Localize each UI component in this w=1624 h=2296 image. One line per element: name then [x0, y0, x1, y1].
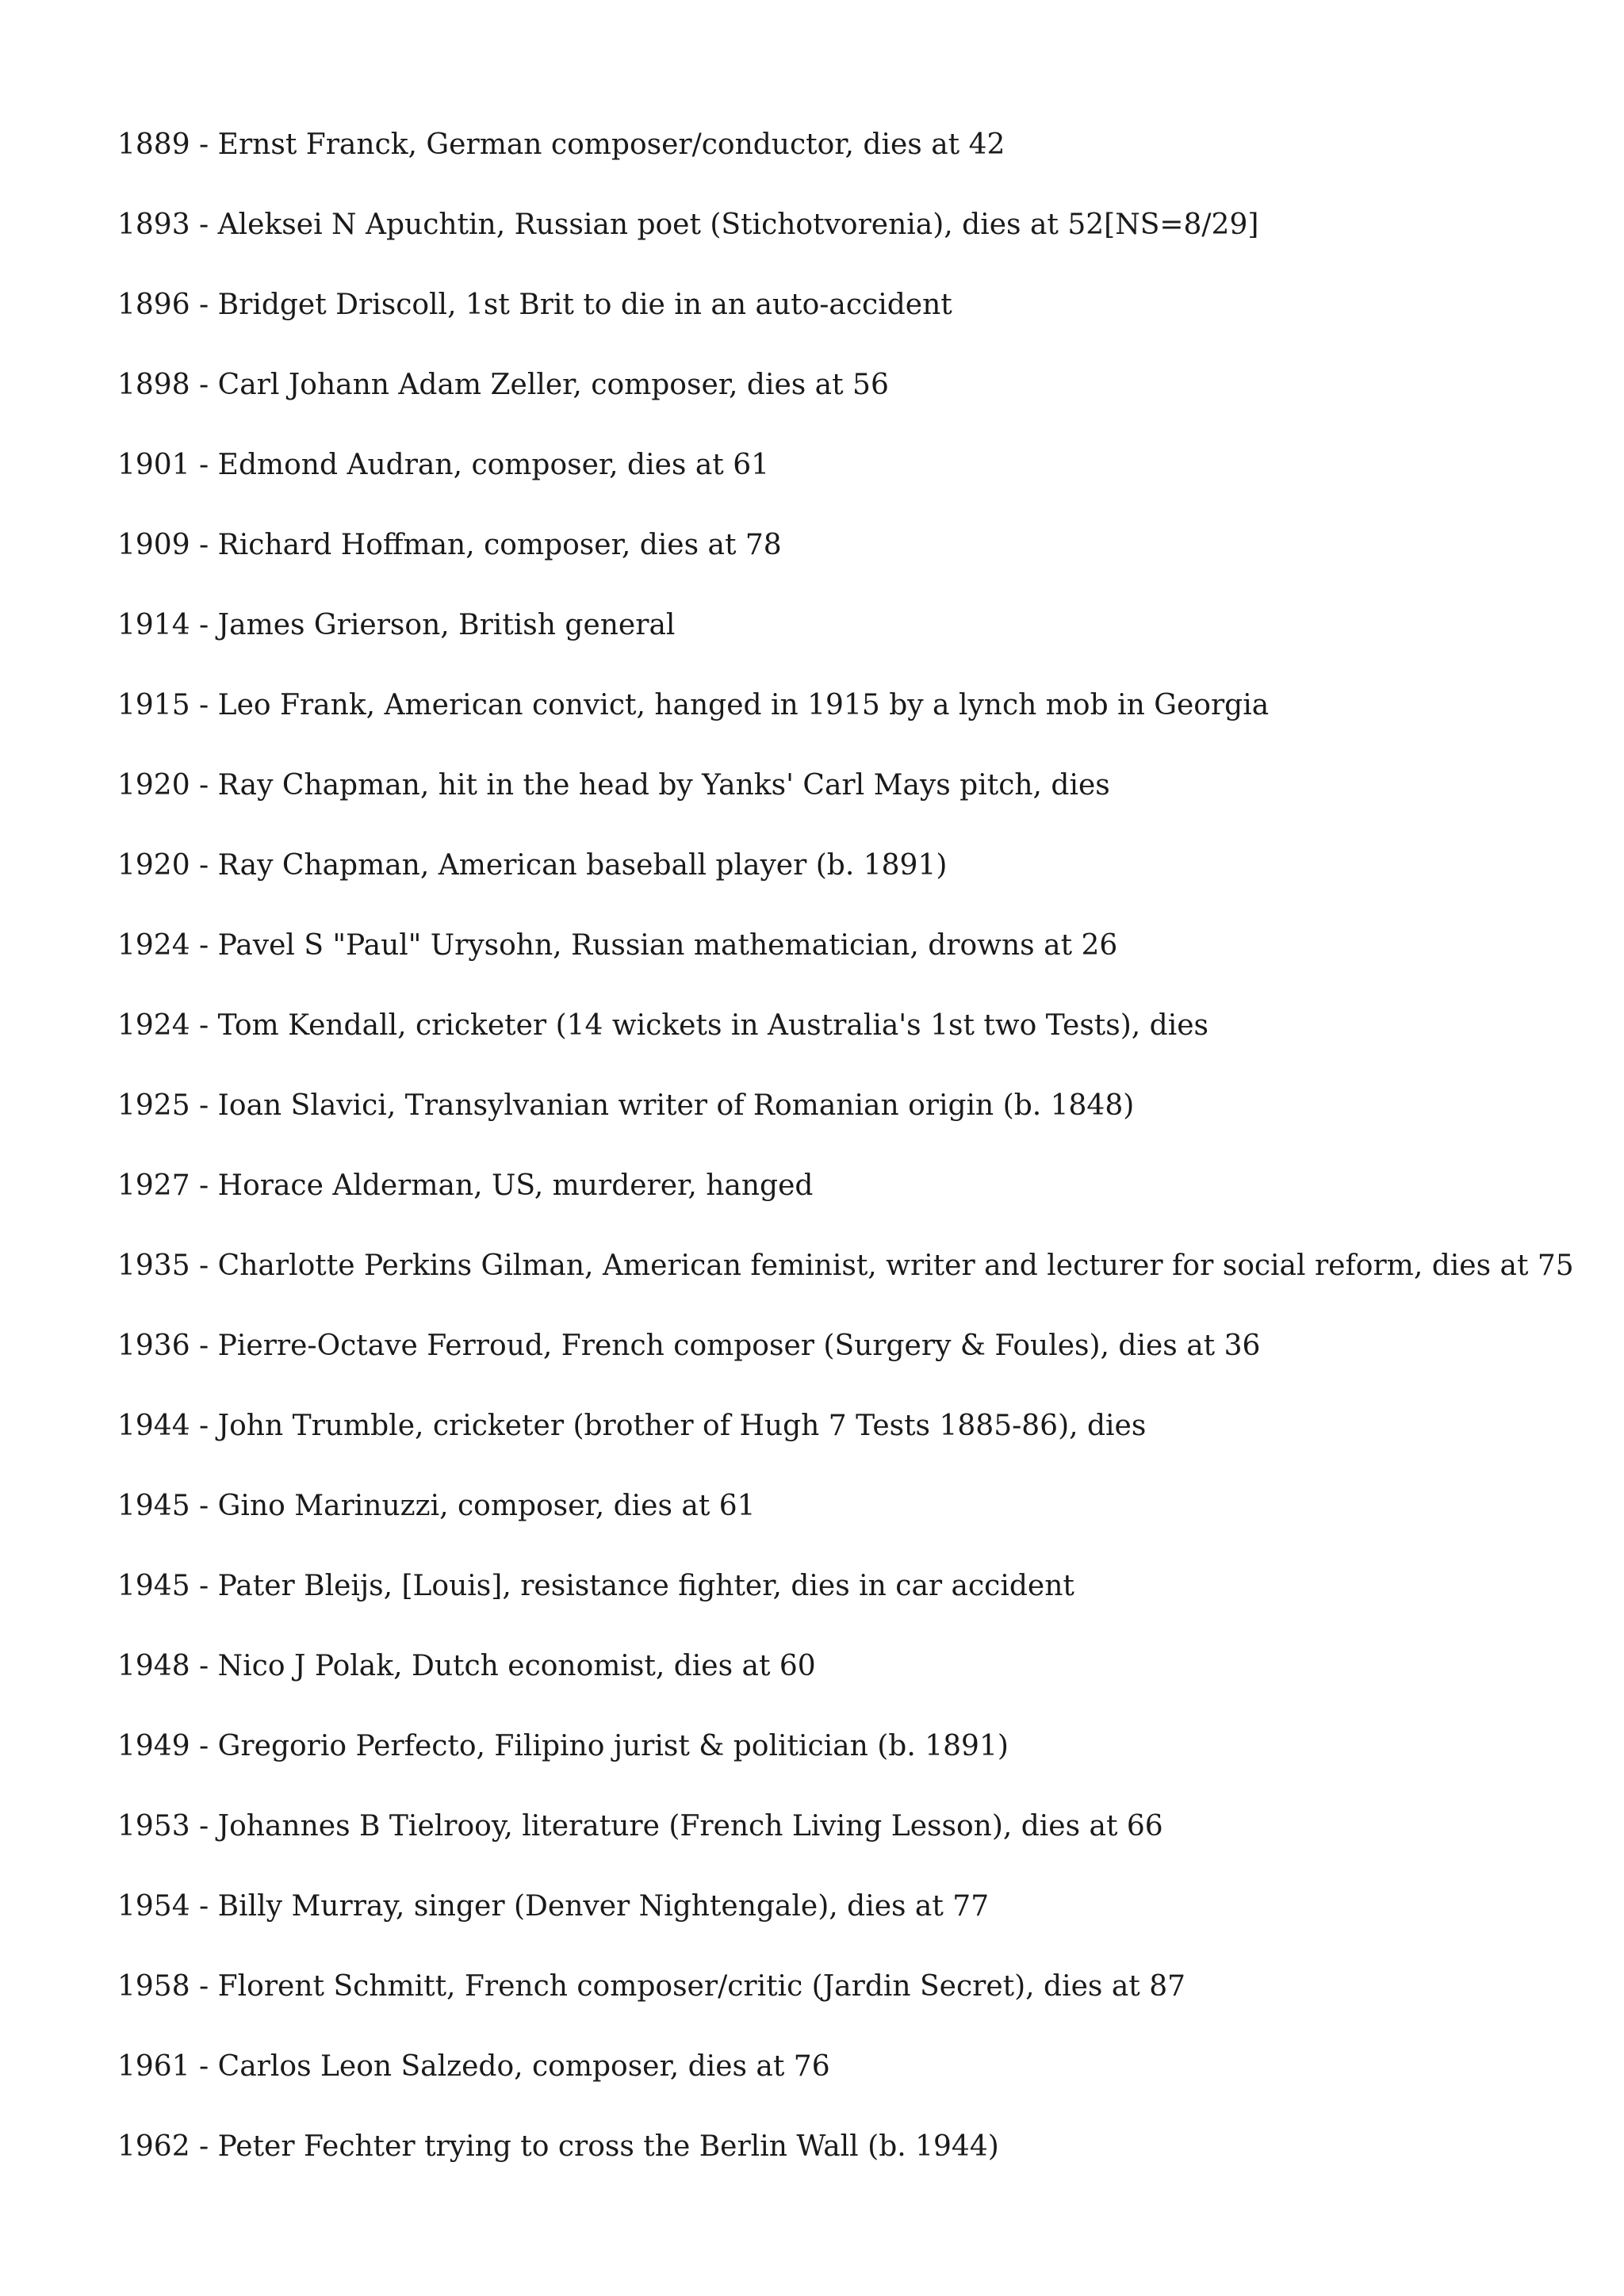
list-item: 1893 - Aleksei N Apuchtin, Russian poet (Stichotvorenia), dies at 52[NS=8/29]	[117, 209, 1259, 241]
list-item: 1961 - Carlos Leon Salzedo, composer, dies at 76	[117, 2050, 830, 2083]
list-item: 1915 - Leo Frank, American convict, hanged in 1915 by a lynch mob in Georgia	[117, 689, 1270, 721]
list-item: 1920 - Ray Chapman, American baseball player (b. 1891)	[117, 849, 948, 882]
list-item: 1914 - James Grierson, British general	[117, 609, 676, 641]
list-item: 1945 - Gino Marinuzzi, composer, dies at 61	[117, 1490, 756, 1522]
list-item: 1927 - Horace Alderman, US, murderer, hanged	[117, 1169, 814, 1202]
list-item: 1909 - Richard Hoffman, composer, dies at 78	[117, 529, 782, 561]
list-item: 1936 - Pierre-Octave Ferroud, French composer (Surgery & Foules), dies at 36	[117, 1330, 1261, 1362]
list-item: 1924 - Tom Kendall, cricketer (14 wickets in Australia's 1st two Tests), dies	[117, 1009, 1208, 1042]
list-item: 1935 - Charlotte Perkins Gilman, American feminist, writer and lecturer for social reform, dies at 75	[117, 1249, 1574, 1282]
list-item: 1944 - John Trumble, cricketer (brother of Hugh 7 Tests 1885-86), dies	[117, 1410, 1147, 1442]
list-item: 1901 - Edmond Audran, composer, dies at 61	[117, 449, 770, 481]
list-item: 1920 - Ray Chapman, hit in the head by Yanks' Carl Mays pitch, dies	[117, 769, 1110, 802]
list-item: 1949 - Gregorio Perfecto, Filipino jurist & politician (b. 1891)	[117, 1730, 1009, 1762]
list-item: 1954 - Billy Murray, singer (Denver Nightengale), dies at 77	[117, 1890, 990, 1923]
list-item: 1924 - Pavel S "Paul" Urysohn, Russian mathematician, drowns at 26	[117, 929, 1118, 962]
list-item: 1896 - Bridget Driscoll, 1st Brit to die in an auto-accident	[117, 289, 952, 321]
deaths-list	[117, 122, 1608, 2204]
list-item: 1889 - Ernst Franck, German composer/conductor, dies at 42	[117, 128, 1005, 161]
list-item: 1962 - Peter Fechter trying to cross the Berlin Wall (b. 1944)	[117, 2130, 999, 2163]
list-item: 1898 - Carl Johann Adam Zeller, composer, dies at 56	[117, 369, 889, 401]
list-item: 1958 - Florent Schmitt, French composer/critic (Jardin Secret), dies at 87	[117, 1970, 1186, 2003]
list-item: 1925 - Ioan Slavici, Transylvanian writer of Romanian origin (b. 1848)	[117, 1089, 1135, 1122]
list-item: 1945 - Pater Bleijs, [Louis], resistance fighter, dies in car accident	[117, 1570, 1074, 1602]
list-item: 1948 - Nico J Polak, Dutch economist, dies at 60	[117, 1650, 816, 1682]
list-item: 1953 - Johannes B Tielrooy, literature (French Living Lesson), dies at 66	[117, 1810, 1163, 1843]
